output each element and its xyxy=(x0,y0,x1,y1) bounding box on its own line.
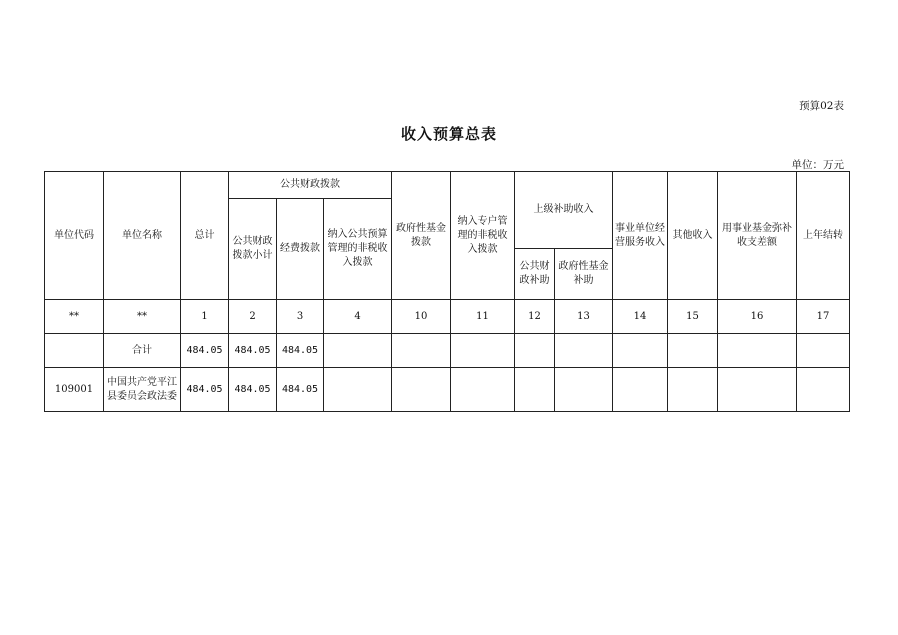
cell-empty xyxy=(797,334,850,368)
cell-subtotal: 484.05 xyxy=(229,334,277,368)
header-pf-subtotal: 公共财政拨款小计 xyxy=(229,199,277,300)
cell-subtotal: 484.05 xyxy=(229,368,277,412)
header-business-income: 事业单位经营服务收入 xyxy=(613,172,668,300)
cell-empty xyxy=(718,334,797,368)
cell-name: 合计 xyxy=(104,334,181,368)
cell-empty xyxy=(392,368,451,412)
cell-code: 109001 xyxy=(45,368,104,412)
cell-empty xyxy=(668,334,718,368)
cell-empty xyxy=(451,334,515,368)
cell-empty xyxy=(392,334,451,368)
cell-empty xyxy=(718,368,797,412)
index-cell: ** xyxy=(104,300,181,334)
cell-fees: 484.05 xyxy=(277,368,324,412)
index-cell: 15 xyxy=(668,300,718,334)
page-title: 收入预算总表 xyxy=(400,125,497,143)
cell-empty xyxy=(797,368,850,412)
cell-empty xyxy=(515,368,555,412)
cell-code xyxy=(45,334,104,368)
index-row xyxy=(45,300,850,334)
header-row-1 xyxy=(45,172,850,199)
header-superior-subsidy: 上级补助收入 xyxy=(515,172,613,249)
cell-empty xyxy=(555,368,613,412)
index-cell: 14 xyxy=(613,300,668,334)
table-row xyxy=(45,334,850,368)
index-cell: 1 xyxy=(181,300,229,334)
cell-name: 中国共产党平江县委员会政法委 xyxy=(104,368,181,412)
header-other-income: 其他收入 xyxy=(668,172,718,300)
cell-empty xyxy=(613,368,668,412)
cell-empty xyxy=(324,334,392,368)
index-cell: 13 xyxy=(555,300,613,334)
header-pf-fees: 经费拨款 xyxy=(277,199,324,300)
cell-empty xyxy=(613,334,668,368)
unit-label: 单位：万元 xyxy=(791,159,844,171)
header-special-nontax: 纳入专户管理的非税收入拨款 xyxy=(451,172,515,300)
header-pf-nontax: 纳入公共预算管理的非税收入拨款 xyxy=(324,199,392,300)
cell-empty xyxy=(515,334,555,368)
cell-fees: 484.05 xyxy=(277,334,324,368)
index-cell: 4 xyxy=(324,300,392,334)
index-cell: 10 xyxy=(392,300,451,334)
cell-empty xyxy=(451,368,515,412)
form-code: 预算02表 xyxy=(799,100,844,112)
header-gov-fund: 政府性基金拨款 xyxy=(392,172,451,300)
index-cell: 16 xyxy=(718,300,797,334)
table-row xyxy=(45,368,850,412)
cell-total: 484.05 xyxy=(181,368,229,412)
header-ss-gov-fund: 政府性基金补助 xyxy=(555,249,613,300)
index-cell: ** xyxy=(45,300,104,334)
cell-empty xyxy=(324,368,392,412)
index-cell: 11 xyxy=(451,300,515,334)
header-unit-name: 单位名称 xyxy=(104,172,181,300)
header-ss-public: 公共财政补助 xyxy=(515,249,555,300)
cell-empty xyxy=(555,334,613,368)
cell-empty xyxy=(668,368,718,412)
header-unit-code: 单位代码 xyxy=(45,172,104,300)
index-cell: 12 xyxy=(515,300,555,334)
header-total: 总计 xyxy=(181,172,229,300)
header-fund-offset: 用事业基金弥补收支差额 xyxy=(718,172,797,300)
income-budget-table xyxy=(44,171,850,412)
header-public-finance: 公共财政拨款 xyxy=(229,172,392,199)
cell-total: 484.05 xyxy=(181,334,229,368)
header-carryover: 上年结转 xyxy=(797,172,850,300)
index-cell: 3 xyxy=(277,300,324,334)
index-cell: 17 xyxy=(797,300,850,334)
index-cell: 2 xyxy=(229,300,277,334)
